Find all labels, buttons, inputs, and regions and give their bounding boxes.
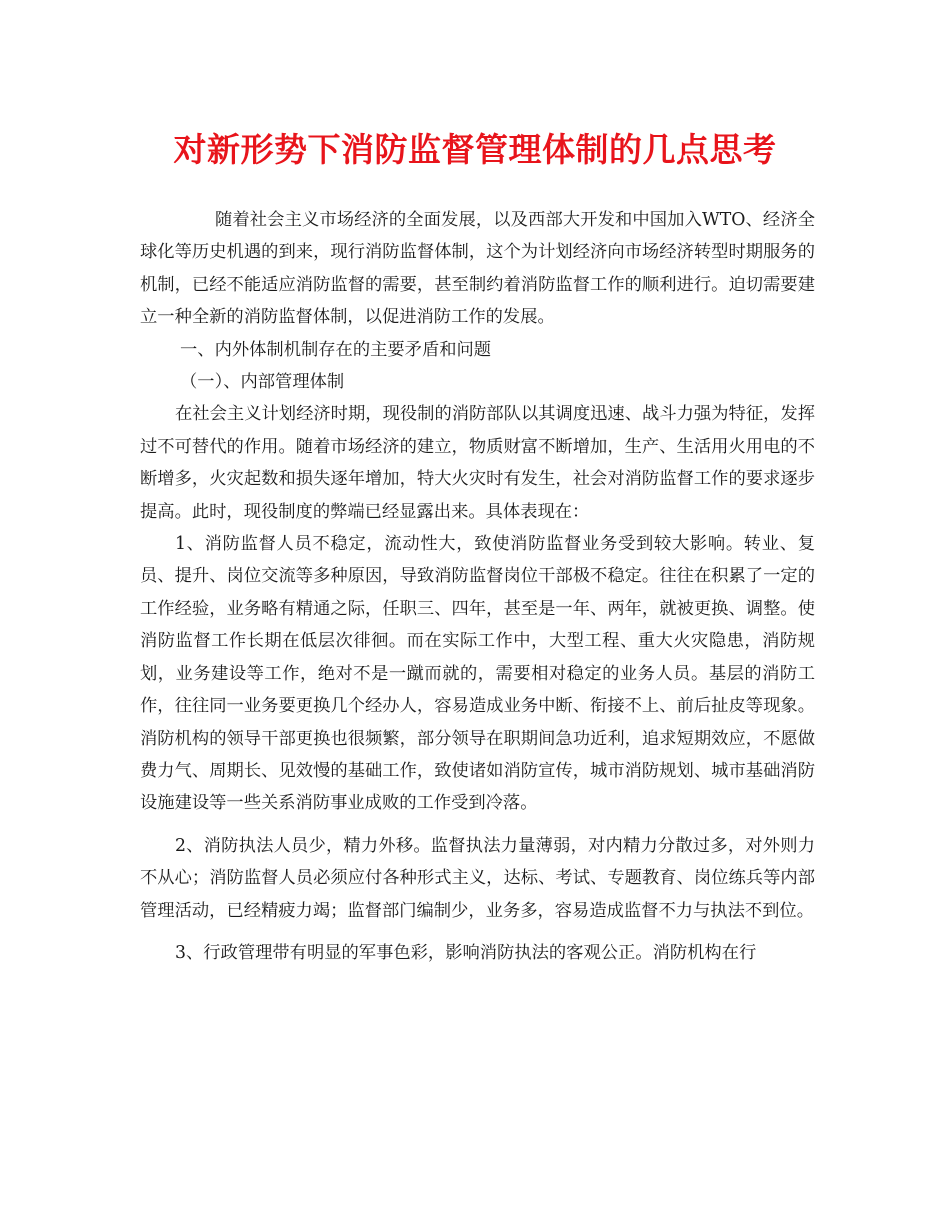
intro-paragraph: 随着社会主义市场经济的全面发展，以及西部大开发和中国加入WTO、经济全球化等历史机遇的到来，现行消防监督体制，这个为计划经济向市场经济转型时期服务的机制，已经不能适应消防监督的需要，甚至制约着消防监督工作的顺利进行。迫切需要建立一种全新的消防监督体制，以促进消防工作的发展。: [140, 210, 815, 328]
document-title: 对新形势下消防监督管理体制的几点思考: [173, 130, 777, 169]
body-paragraph: 3、行政管理带有明显的军事色彩，影响消防执法的客观公正。消防机构在行: [175, 942, 757, 963]
document-body: [140, 204, 815, 969]
body-paragraph: 1、消防监督人员不稳定，流动性大，致使消防监督业务受到较大影响。转业、复员、提升、岗位交流等多种原因，导致消防监督岗位干部极不稳定。往往在积累了一定的工作经验，业务略有精通之际，任职三、四年，甚至是一年、两年，就被更换、调整。使消防监督工作长期在低层次徘徊。而在实际工作中，大型工程、重大火灾隐患，消防规划，业务建设等工作，绝对不是一蹴而就的，需要相对稳定的业务人员。基层的消防工作，往往同一业务要更换几个经办人，容易造成业务中断、衔接不上、前后扯皮等现象。消防机构的领导干部更换也很频繁，部分领导在职期间急功近利，追求短期效应，不愿做费力气、周期长、见效慢的基础工作，致使诸如消防宣传，城市消防规划、城市基础消防设施建设等一些关系消防事业成败的工作受到冷落。: [140, 534, 815, 814]
body-paragraph: 2、消防执法人员少，精力外移。监督执法力量薄弱，对内精力分散过多，对外则力不从心；消防监督人员必须应付各种形式主义，达标、考试、专题教育、岗位练兵等内部管理活动，已经精疲力竭；监督部门编制少，业务多，容易造成监督不力与执法不到位。: [140, 835, 815, 921]
section-heading-1: 一、内外体制机制存在的主要矛盾和问题: [180, 339, 492, 360]
subsection-heading-1: （一）、内部管理体制: [180, 372, 345, 393]
body-paragraph: 在社会主义计划经济时期，现役制的消防部队以其调度迅速、战斗力强为特征，发挥过不可替代的作用。随着市场经济的建立，物质财富不断增加，生产、生活用火用电的不断增多，火灾起数和损失逐年增加，特大火灾时有发生，社会对消防监督工作的要求逐步提高。此时，现役制度的弊端已经显露出来。具体表现在：: [140, 404, 815, 522]
